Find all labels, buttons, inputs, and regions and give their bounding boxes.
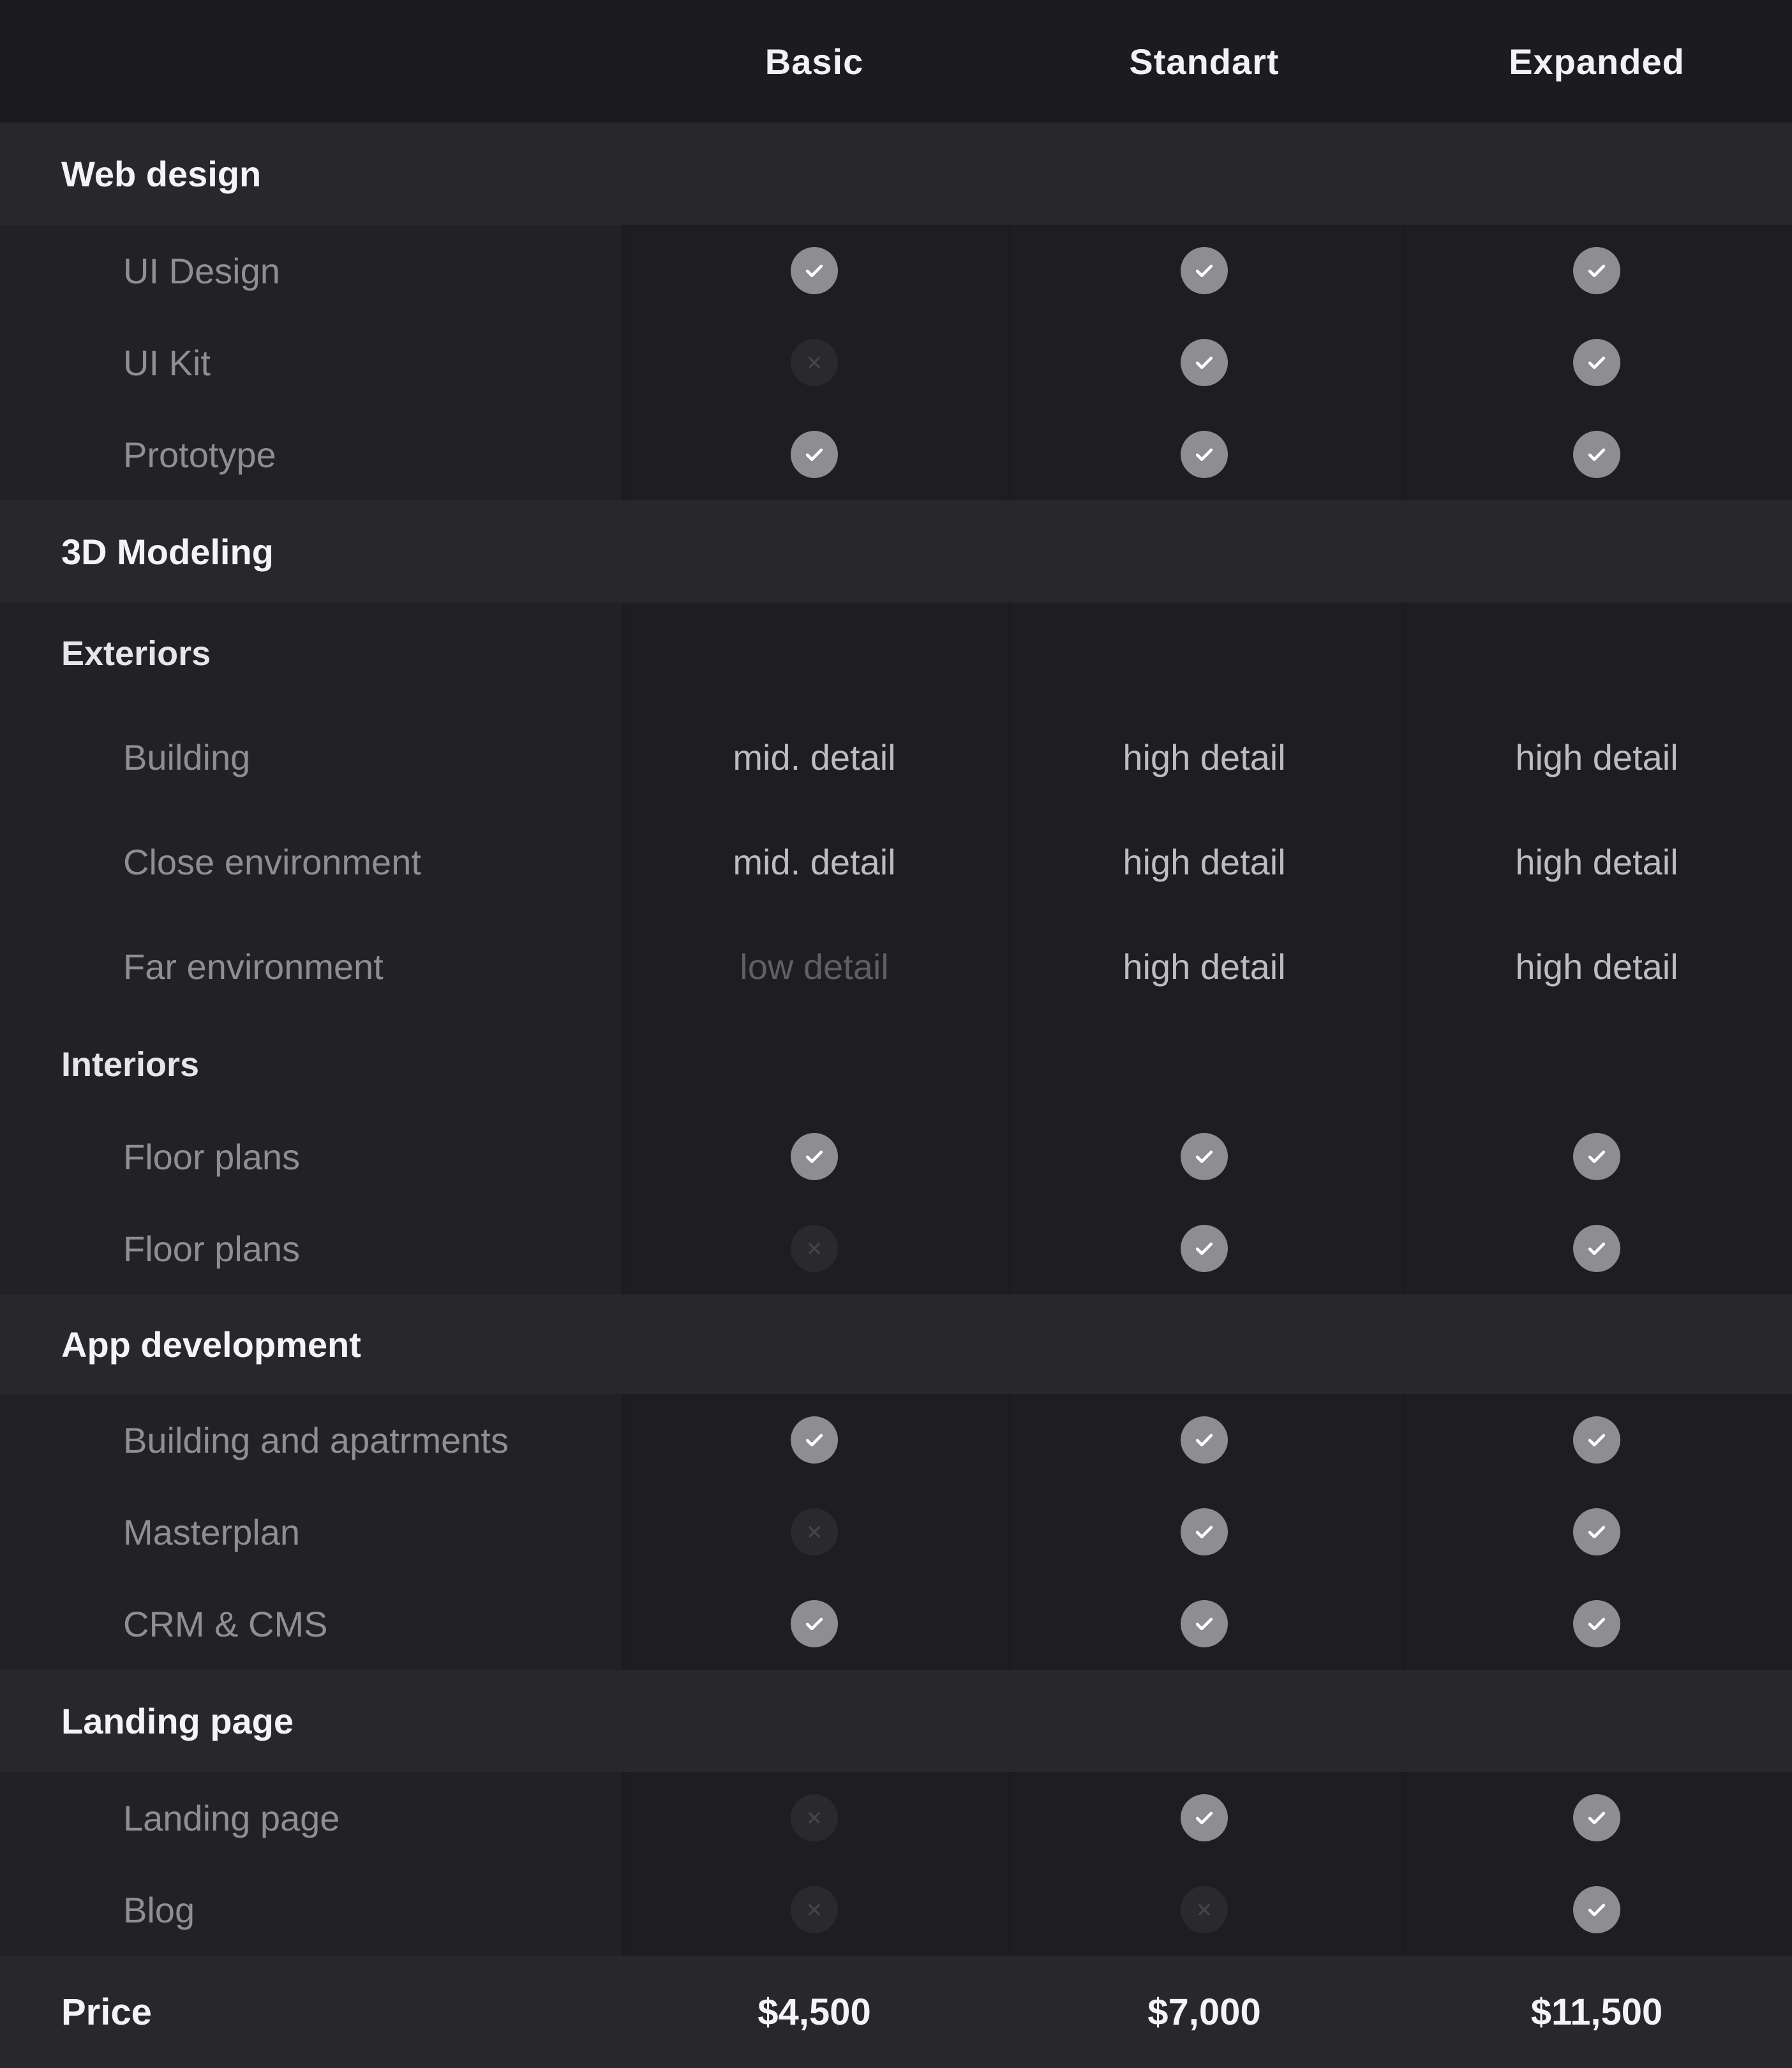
plan-cell bbox=[622, 1203, 1007, 1294]
feature-label: Blog bbox=[123, 1889, 195, 1930]
plan-cell bbox=[1007, 914, 1401, 1019]
plan-cell bbox=[1007, 705, 1401, 809]
feature-label: Far environment bbox=[123, 946, 384, 987]
plan-cell bbox=[622, 408, 1007, 500]
feature-label: Prototype bbox=[123, 434, 276, 475]
table-row bbox=[0, 1486, 1792, 1578]
section-app-development bbox=[0, 1294, 1792, 1394]
section-web-design bbox=[0, 123, 1792, 225]
check-circle-icon bbox=[791, 1416, 838, 1464]
check-circle-icon bbox=[1573, 1416, 1620, 1464]
detail-level-value: mid. detail bbox=[733, 841, 896, 882]
table-row bbox=[0, 1864, 1792, 1956]
feature-label: CRM & CMS bbox=[123, 1603, 328, 1644]
detail-level-value: high detail bbox=[1123, 841, 1286, 882]
section-title: 3D Modeling bbox=[61, 531, 274, 572]
feature-label: Building and apatrments bbox=[123, 1420, 509, 1460]
detail-level-value: high detail bbox=[1515, 946, 1678, 987]
check-circle-icon bbox=[791, 1600, 838, 1647]
section-title: App development bbox=[61, 1324, 361, 1365]
check-circle-icon bbox=[1573, 1508, 1620, 1555]
cross-circle-icon bbox=[791, 1886, 838, 1933]
plan-cell bbox=[1401, 1486, 1792, 1578]
subsection-interiors bbox=[0, 1019, 1792, 1111]
detail-level-value: high detail bbox=[1123, 737, 1286, 777]
check-circle-icon bbox=[1573, 1794, 1620, 1841]
plan-cell bbox=[1401, 914, 1792, 1019]
check-circle-icon bbox=[1573, 1886, 1620, 1933]
table-row bbox=[0, 1578, 1792, 1670]
table-row bbox=[0, 1203, 1792, 1294]
plan-header-standart: Standart bbox=[1129, 41, 1280, 82]
feature-label: UI Kit bbox=[123, 342, 211, 383]
table-row bbox=[0, 1111, 1792, 1203]
plan-cell bbox=[1007, 1203, 1401, 1294]
plan-cell bbox=[1007, 317, 1401, 408]
plan-header-basic: Basic bbox=[765, 41, 864, 82]
subsection-exteriors bbox=[0, 603, 1792, 705]
plan-cell bbox=[1401, 705, 1792, 809]
plan-cell bbox=[622, 1394, 1007, 1486]
detail-level-value: mid. detail bbox=[733, 737, 896, 777]
plan-cell bbox=[622, 225, 1007, 317]
section-title: Web design bbox=[61, 153, 262, 194]
price-standart: $7,000 bbox=[1147, 1991, 1261, 2033]
plan-cell bbox=[622, 809, 1007, 914]
plan-cell bbox=[622, 1864, 1007, 1956]
table-row bbox=[0, 809, 1792, 914]
header-empty-cell bbox=[0, 0, 622, 123]
feature-label: Building bbox=[123, 737, 251, 777]
plan-cell bbox=[1401, 408, 1792, 500]
check-circle-icon bbox=[791, 247, 838, 294]
price-expanded: $11,500 bbox=[1530, 1991, 1663, 2033]
check-circle-icon bbox=[1181, 247, 1228, 294]
plan-cell bbox=[622, 1111, 1007, 1203]
cross-circle-icon bbox=[1181, 1886, 1228, 1933]
price-basic: $4,500 bbox=[758, 1991, 871, 2033]
plan-cell bbox=[1007, 809, 1401, 914]
check-circle-icon bbox=[1573, 247, 1620, 294]
plan-cell bbox=[1401, 1578, 1792, 1670]
check-circle-icon bbox=[1573, 1600, 1620, 1647]
plan-cell bbox=[1401, 809, 1792, 914]
cross-circle-icon bbox=[791, 1508, 838, 1555]
plan-cell bbox=[622, 1772, 1007, 1864]
check-circle-icon bbox=[1181, 1416, 1228, 1464]
check-circle-icon bbox=[1181, 1600, 1228, 1647]
check-circle-icon bbox=[1181, 1508, 1228, 1555]
plan-cell bbox=[1401, 1772, 1792, 1864]
detail-level-value: low detail bbox=[740, 946, 889, 987]
check-circle-icon bbox=[1181, 1225, 1228, 1272]
table-row bbox=[0, 1394, 1792, 1486]
cross-circle-icon bbox=[791, 1225, 838, 1272]
detail-level-value: high detail bbox=[1123, 946, 1286, 987]
plan-cell bbox=[1007, 408, 1401, 500]
check-circle-icon bbox=[1181, 1794, 1228, 1841]
plan-cell bbox=[1007, 1578, 1401, 1670]
plan-header-expanded: Expanded bbox=[1509, 41, 1685, 82]
cross-circle-icon bbox=[791, 1794, 838, 1841]
table-row bbox=[0, 225, 1792, 317]
feature-label: Masterplan bbox=[123, 1511, 301, 1552]
subsection-title: Exteriors bbox=[61, 634, 211, 673]
plan-cell bbox=[1401, 1864, 1792, 1956]
check-circle-icon bbox=[791, 431, 838, 478]
plan-cell bbox=[1401, 1394, 1792, 1486]
feature-label: UI Design bbox=[123, 250, 280, 291]
feature-label: Close environment bbox=[123, 841, 421, 882]
feature-label: Floor plans bbox=[123, 1136, 301, 1177]
cross-circle-icon bbox=[791, 339, 838, 386]
check-circle-icon bbox=[791, 1133, 838, 1180]
plan-cell bbox=[1401, 1203, 1792, 1294]
detail-level-value: high detail bbox=[1515, 841, 1678, 882]
table-header bbox=[0, 0, 1792, 123]
check-circle-icon bbox=[1573, 1133, 1620, 1180]
plan-cell bbox=[622, 1578, 1007, 1670]
table-row bbox=[0, 317, 1792, 408]
plan-cell bbox=[1007, 225, 1401, 317]
table-row bbox=[0, 1772, 1792, 1864]
plan-cell bbox=[1401, 1111, 1792, 1203]
subsection-title: Interiors bbox=[61, 1045, 200, 1084]
section-landing-page bbox=[0, 1670, 1792, 1772]
price-row bbox=[0, 1956, 1792, 2068]
check-circle-icon bbox=[1573, 431, 1620, 478]
price-label: Price bbox=[61, 1991, 152, 2033]
plan-cell bbox=[1007, 1486, 1401, 1578]
check-circle-icon bbox=[1573, 339, 1620, 386]
plan-cell bbox=[1007, 1111, 1401, 1203]
plan-cell bbox=[1007, 1772, 1401, 1864]
plan-cell bbox=[622, 705, 1007, 809]
feature-label: Floor plans bbox=[123, 1228, 301, 1269]
table-row bbox=[0, 408, 1792, 500]
check-circle-icon bbox=[1573, 1225, 1620, 1272]
check-circle-icon bbox=[1181, 431, 1228, 478]
table-row bbox=[0, 705, 1792, 809]
plan-cell bbox=[1401, 225, 1792, 317]
plan-cell bbox=[622, 317, 1007, 408]
plan-cell bbox=[1007, 1864, 1401, 1956]
check-circle-icon bbox=[1181, 339, 1228, 386]
plan-cell bbox=[1401, 317, 1792, 408]
plan-cell bbox=[622, 914, 1007, 1019]
section-title: Landing page bbox=[61, 1700, 294, 1741]
plan-cell bbox=[622, 1486, 1007, 1578]
feature-label: Landing page bbox=[123, 1797, 340, 1838]
table-row bbox=[0, 914, 1792, 1019]
section-3d-modeling bbox=[0, 500, 1792, 603]
detail-level-value: high detail bbox=[1515, 737, 1678, 777]
plan-cell bbox=[1007, 1394, 1401, 1486]
check-circle-icon bbox=[1181, 1133, 1228, 1180]
